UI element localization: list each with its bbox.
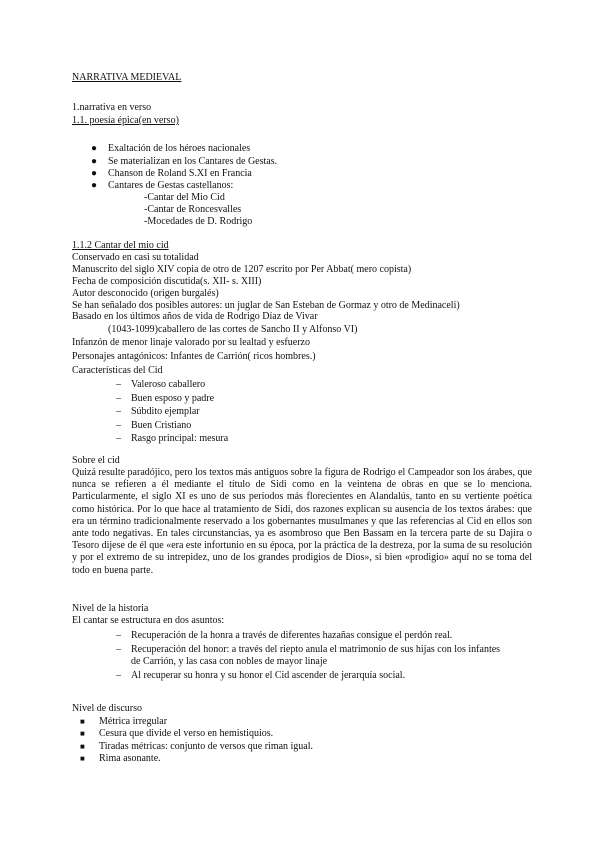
dash-marker: – <box>116 406 121 417</box>
section-heading: Sobre el cid <box>72 455 120 466</box>
list-item: Recuperación del honor: a través del riepto anula el matrimonio de sus hijas con los infantes de Carrión, y las casa con nobles de mayor linaje <box>131 644 501 667</box>
subsection-heading: 1.1.2 Cantar del mio cid <box>72 240 169 251</box>
list-item: Rasgo principal: mesura <box>131 433 229 444</box>
list-item: Valeroso caballero <box>131 379 206 390</box>
dash-marker: – <box>116 630 121 641</box>
list-item: Cantares de Gestas castellanos: <box>108 180 234 191</box>
list-item: Tiradas métricas: conjunto de versos que riman igual. <box>99 741 314 752</box>
dash-marker: – <box>116 393 121 404</box>
text-line: El cantar se estructura en dos asuntos: <box>72 615 225 626</box>
text-line: Conservado en casi su totalidad <box>72 252 199 263</box>
section-heading: Nivel de la historia <box>72 603 149 614</box>
text-line: Personajes antagónicos: Infantes de Carrión( ricos hombres.) <box>72 351 316 362</box>
dash-marker: – <box>116 433 121 444</box>
dash-marker: – <box>116 379 121 390</box>
list-item: -Mocedades de D. Rodrigo <box>144 216 253 227</box>
square-bullet-icon: ■ <box>80 729 85 738</box>
text-line: Se han señalado dos posibles autores: un juglar de San Esteban de Gormaz y otro de Medinaceli) <box>72 300 460 311</box>
list-item: Cesura que divide el verso en hemistiquios. <box>99 728 274 739</box>
square-bullet-icon: ■ <box>80 742 85 751</box>
paragraph-sobre-el-cid: Quizá resulte paradójico, pero los textos más antiguos sobre la figura de Rodrigo el Campeador son los árabes, que nunca se refieren a él mediante el título de Sidi como en la veintena de obras en que se lo menciona. Particularmente, el siglo XI es uno de sus períodos más florecientes en Alandalús, tanto en su vertiente poética como histórica. Por lo que hace al tratamiento de Sidi, dos razones explican su ausencia de los textos árabes: que era un término tradicionalmente reservado a los gobernantes musulmanes y que las referencias al Cid en ellos son ante todo negativas. En tales circunstancias, ya es asombroso que Ben Bassam en la tercera parte de su Dajira o Tesoro dijese de él que «era este infortunio en su época, por la práctica de la destreza, por la suma de su resolución y por el extremo de su intrepidez, uno de los grandes prodigios de Dios», si bien «prodigio» aquí no se toma del todo en buena parte. <box>72 467 532 576</box>
list-item: -Cantar de Roncesvalles <box>144 204 242 215</box>
bullet-icon: ● <box>91 168 98 179</box>
text-line: Manuscrito del siglo XIV copia de otro de 1207 escrito por Per Abbat( mero copista) <box>72 264 412 275</box>
square-bullet-icon: ■ <box>80 717 85 726</box>
text-line: Basado en los últimos años de vida de Rodrigo Díaz de Vivar <box>72 311 318 322</box>
dash-marker: – <box>116 670 121 681</box>
list-item: Rima asonante. <box>99 753 161 764</box>
bullet-icon: ● <box>91 180 98 191</box>
list-item: -Cantar del Mio Cid <box>144 192 225 203</box>
list-item: Buen esposo y padre <box>131 393 215 404</box>
list-item: Métrica irregular <box>99 716 168 727</box>
text-line: Autor desconocido (origen burgalés) <box>72 288 219 299</box>
list-item: Exaltación de los héroes nacionales <box>108 143 251 154</box>
square-bullet-icon: ■ <box>80 754 85 763</box>
text-line: Fecha de composición discutida(s. XII- s. XIII) <box>72 276 262 287</box>
bullet-icon: ● <box>91 143 98 154</box>
section-heading: Nivel de discurso <box>72 703 142 714</box>
subsection-heading: 1.1. poesía épica(en verso) <box>72 115 179 126</box>
text-line: Infanzón de menor linaje valorado por su lealtad y esfuerzo <box>72 337 310 348</box>
list-item: Recuperación de la honra a través de diferentes hazañas consigue el perdón real. <box>131 630 453 641</box>
list-item: Se materializan en los Cantares de Gestas. <box>108 156 278 167</box>
section-heading: 1.narrativa en verso <box>72 102 152 113</box>
list-item: Buen Cristiano <box>131 420 192 431</box>
text-line: (1043-1099)caballero de las cortes de Sancho II y Alfonso VI) <box>108 324 358 335</box>
document-title: NARRATIVA MEDIEVAL <box>72 72 182 83</box>
list-item: Al recuperar su honra y su honor el Cid ascender de jerarquía social. <box>131 670 406 681</box>
text-line: Características del Cid <box>72 365 163 376</box>
dash-marker: – <box>116 420 121 431</box>
bullet-icon: ● <box>91 156 98 167</box>
list-item: Súbdito ejemplar <box>131 406 200 417</box>
list-item: Chanson de Roland S.XI en Francia <box>108 168 252 179</box>
dash-marker: – <box>116 644 121 655</box>
